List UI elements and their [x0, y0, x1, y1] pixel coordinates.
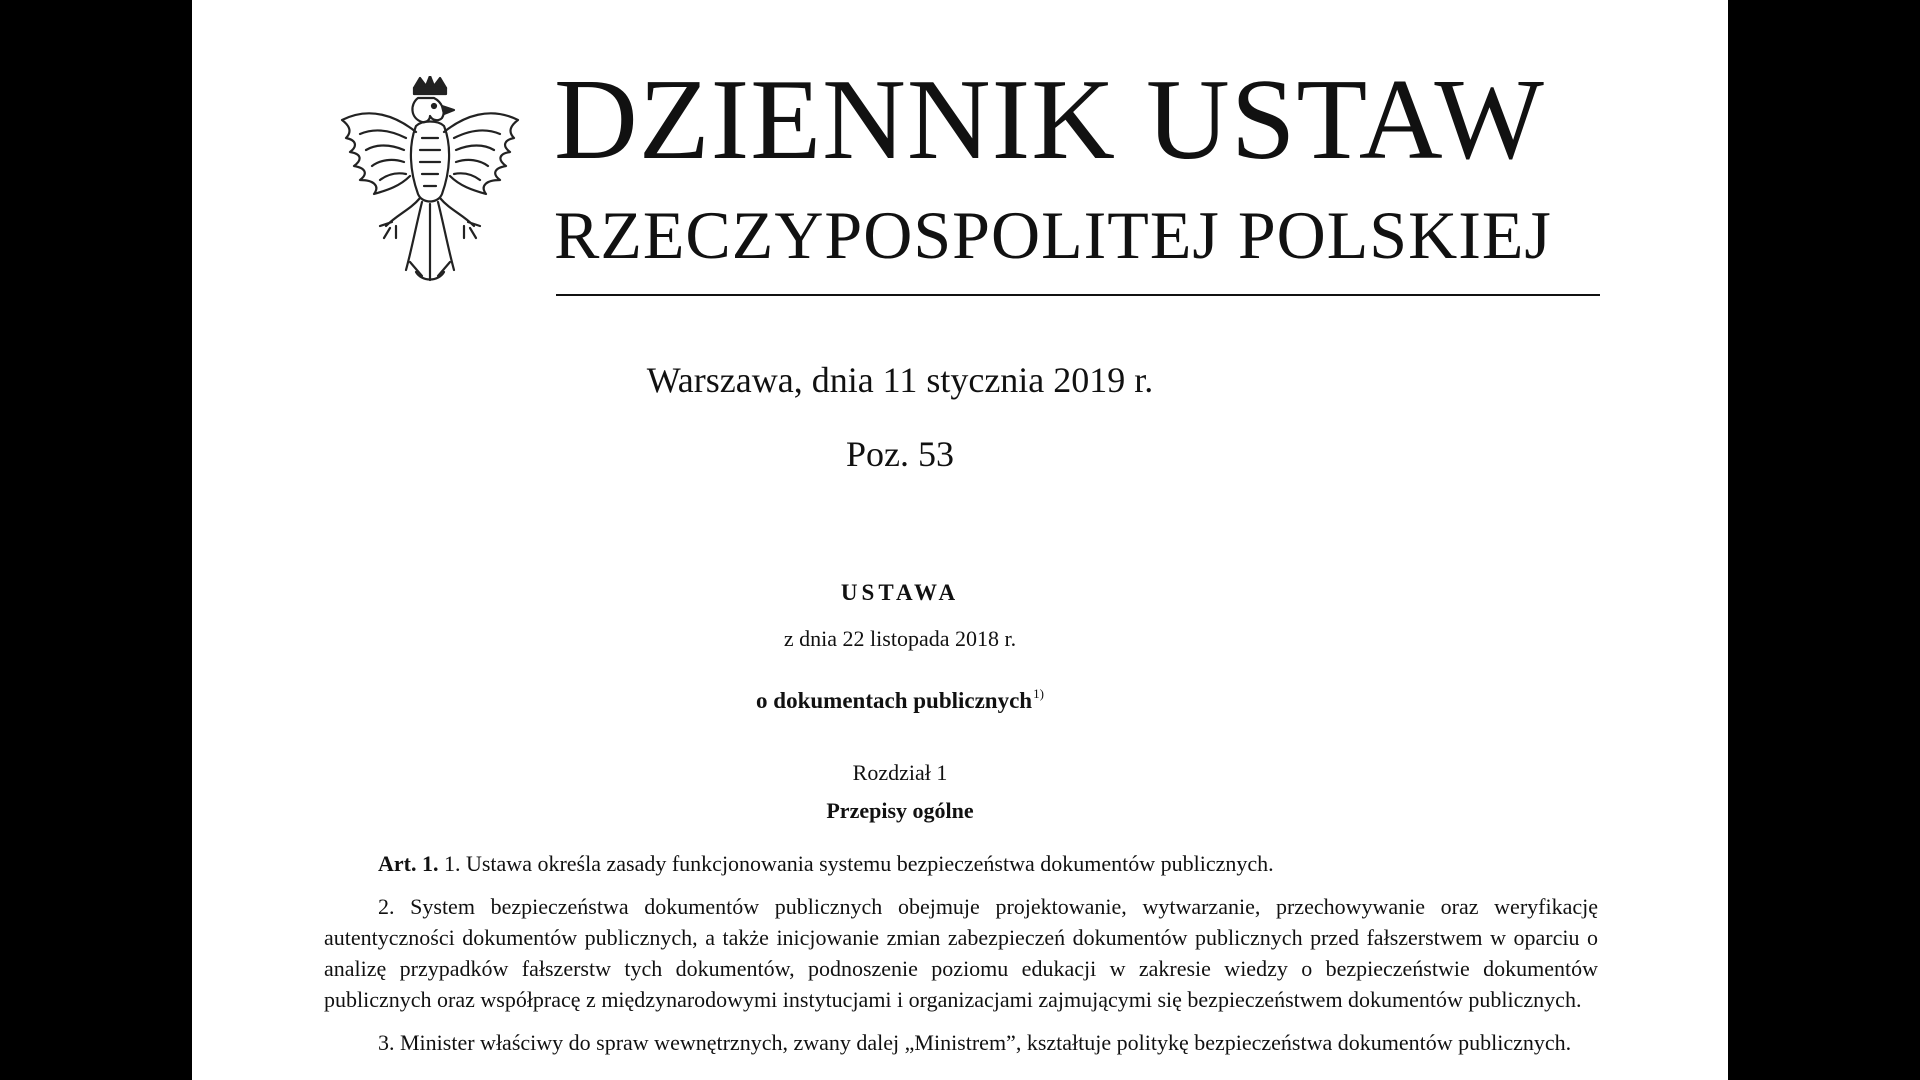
document-page: [192, 0, 1728, 1080]
issue-position: Poz. 53: [846, 434, 954, 474]
act-title-text: o dokumentach publicznych: [756, 688, 1033, 713]
document-body: [324, 848, 1598, 1070]
journal-title: DZIENNIK USTAW: [554, 56, 1545, 184]
footnote-ref[interactable]: 1): [1033, 686, 1044, 701]
paragraph-text: 1. Ustawa określa zasady funkcjonowania systemu bezpieczeństwa dokumentów publicznych.: [438, 851, 1274, 876]
chapter-title: Przepisy ogólne: [826, 798, 974, 823]
paragraph: [324, 891, 1598, 1015]
paragraph-text: 2. System bezpieczeństwa dokumentów publicznych obejmuje projektowanie, wytwarzanie, przechowywanie oraz weryfikację autentyczności dokumentów publicznych, a także inicjowanie zmian zabezpieczeń dokumentów publicznych przed fałszerstwem w oparciu o analizę przypadków fałszerstw tych dokumentów, podnoszenie poziomu edukacji w zakresie wiedzy o bezpieczeństwie dokumentów publicznych oraz współpracę z międzynarodowymi instytucjami i organizacjami zajmującymi się bezpieczeństwem dokumentów publicznych.: [324, 894, 1598, 1012]
masthead-rule: [556, 294, 1600, 296]
paragraph-text: 3. Minister właściwy do spraw wewnętrznych, zwany dalej „Ministrem”, kształtuje politykę bezpieczeństwa dokumentów publicznych.: [378, 1030, 1572, 1055]
act-type: USTAWA: [840, 580, 960, 605]
act-date: z dnia 22 listopada 2018 r.: [783, 626, 1017, 651]
act-title: [192, 686, 1728, 714]
article-label: Art. 1.: [378, 851, 439, 876]
paragraph: [324, 1027, 1598, 1058]
chapter-number: Rozdział 1: [852, 760, 948, 785]
masthead: [554, 56, 1600, 273]
issue-dateline: Warszawa, dnia 11 stycznia 2019 r.: [646, 360, 1154, 400]
polish-eagle-emblem-icon: [330, 76, 530, 296]
journal-subtitle: RZECZYPOSPOLITEJ POLSKIEJ: [554, 197, 1552, 273]
paragraph: [324, 848, 1598, 879]
